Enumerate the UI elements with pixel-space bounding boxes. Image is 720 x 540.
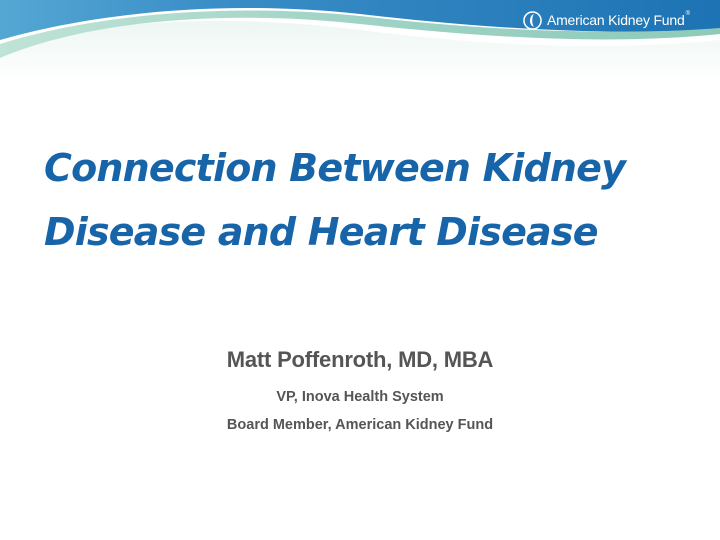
slide-title-line-1: Connection Between Kidney [44,146,626,190]
presenter-block [0,345,720,439]
brand-logo [523,9,690,31]
slide-title [44,136,694,264]
presenter-affiliation: Board Member, American Kidney Fund [226,417,494,433]
presenter-role: VP, Inova Health System [276,389,444,405]
presenter-name: Matt Poffenroth, MD, MBA [226,347,494,372]
registered-mark: ® [685,11,690,17]
slide-title-line-2: Disease and Heart Disease [44,210,598,254]
kidney-logo-icon [523,11,542,30]
brand-name: American Kidney Fund [546,12,685,28]
